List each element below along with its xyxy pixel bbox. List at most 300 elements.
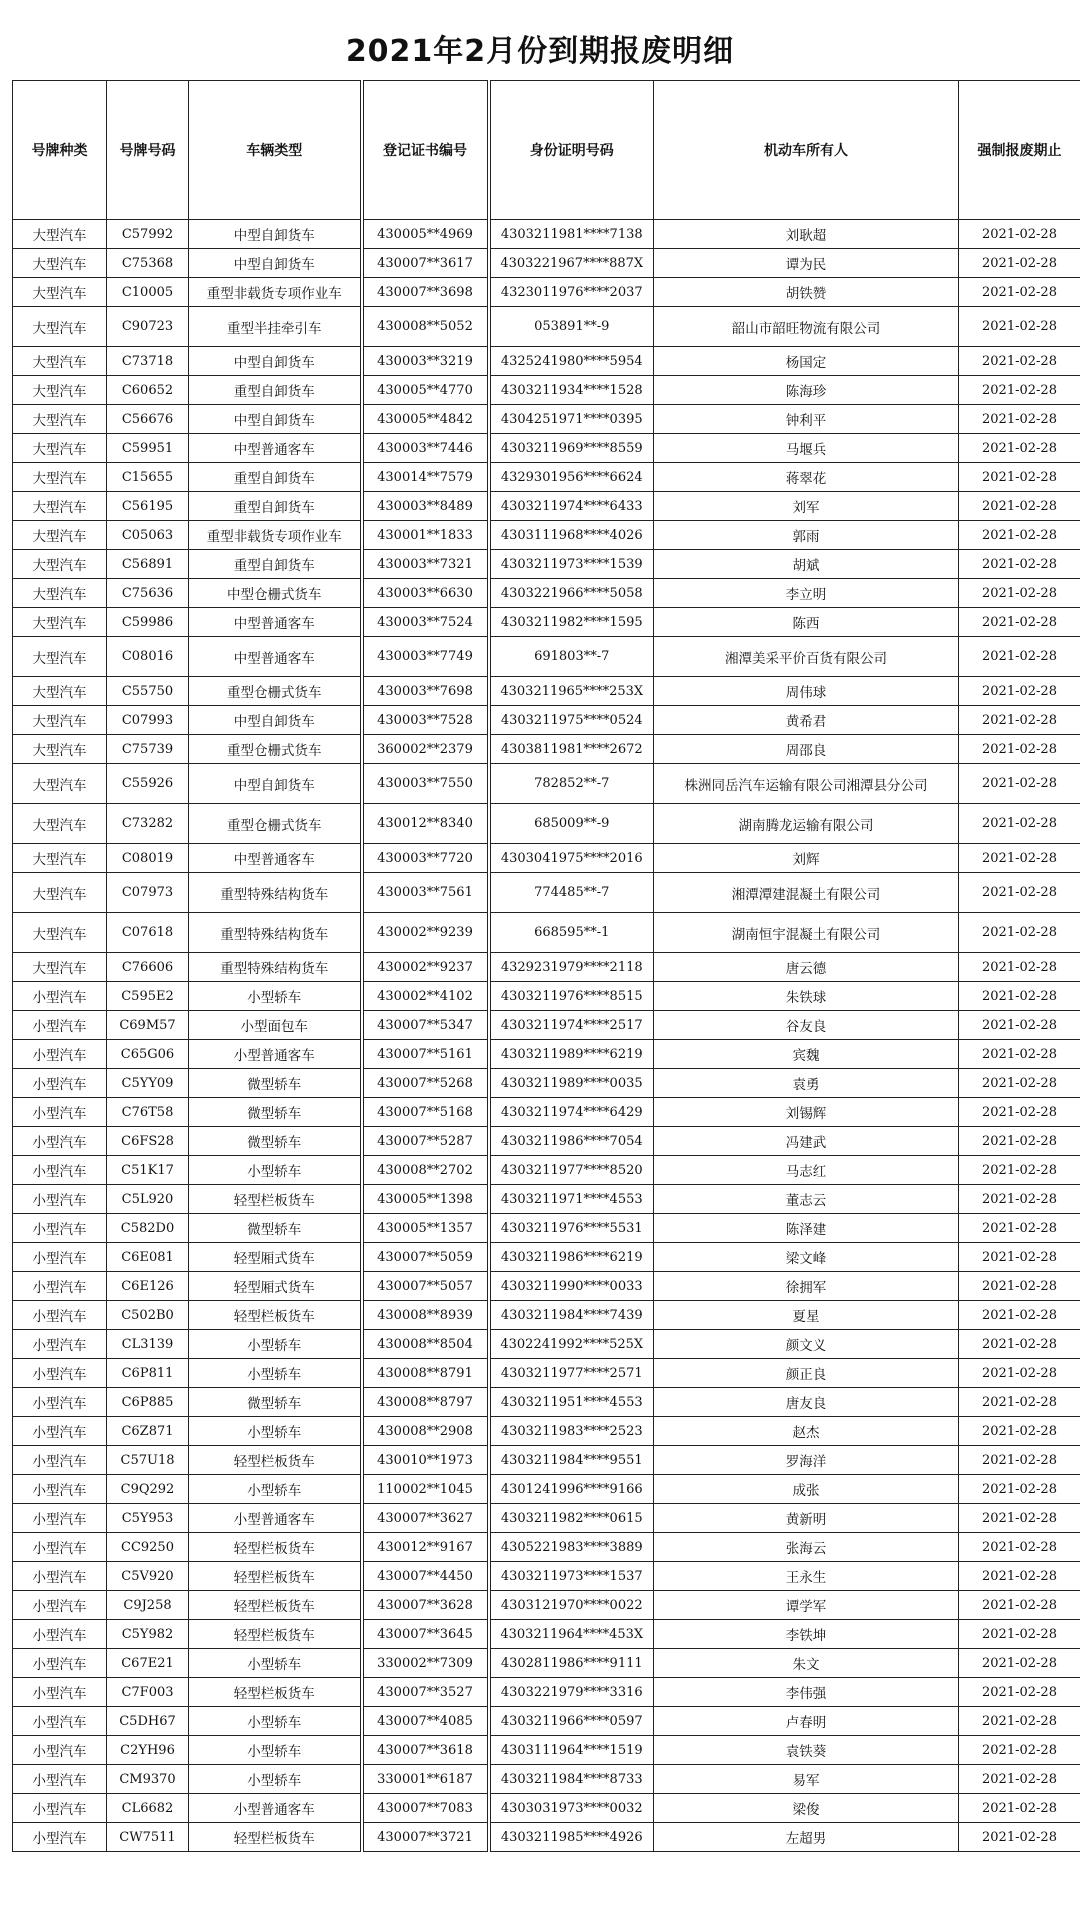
cell-vehicle-type: 中型普通客车 xyxy=(189,434,362,463)
cell-scrap-deadline: 2021-02-28 xyxy=(959,608,1080,637)
cell-id-number: 4303111964****1519 xyxy=(489,1736,654,1765)
table-row xyxy=(13,249,1080,278)
cell-vehicle-type: 轻型栏板货车 xyxy=(189,1446,362,1475)
cell-registration-no: 430007**3628 xyxy=(362,1591,489,1620)
cell-id-number: 4303211984****9551 xyxy=(489,1446,654,1475)
table-row xyxy=(13,1040,1080,1069)
table-row xyxy=(13,608,1080,637)
cell-id-number: 4303211989****6219 xyxy=(489,1040,654,1069)
cell-plate-number: CM9370 xyxy=(107,1765,189,1794)
table-row xyxy=(13,550,1080,579)
cell-scrap-deadline: 2021-02-28 xyxy=(959,463,1080,492)
cell-vehicle-type: 中型自卸货车 xyxy=(189,764,362,804)
table-row xyxy=(13,764,1080,804)
cell-id-number: 4303211964****453X xyxy=(489,1620,654,1649)
cell-id-number: 4323011976****2037 xyxy=(489,278,654,307)
cell-owner: 韶山市韶旺物流有限公司 xyxy=(654,307,959,347)
cell-plate-type: 小型汽车 xyxy=(13,1185,107,1214)
table-row xyxy=(13,1156,1080,1185)
cell-plate-type: 小型汽车 xyxy=(13,1069,107,1098)
cell-plate-number: C55750 xyxy=(107,677,189,706)
cell-registration-no: 110002**1045 xyxy=(362,1475,489,1504)
cell-plate-number: C7F003 xyxy=(107,1678,189,1707)
cell-owner: 成张 xyxy=(654,1475,959,1504)
cell-owner: 袁铁葵 xyxy=(654,1736,959,1765)
cell-plate-number: C59986 xyxy=(107,608,189,637)
cell-scrap-deadline: 2021-02-28 xyxy=(959,434,1080,463)
cell-registration-no: 430008**8791 xyxy=(362,1359,489,1388)
cell-owner: 周邵良 xyxy=(654,735,959,764)
cell-scrap-deadline: 2021-02-28 xyxy=(959,1678,1080,1707)
header-owner: 机动车所有人 xyxy=(654,81,959,220)
cell-registration-no: 430003**7321 xyxy=(362,550,489,579)
cell-plate-type: 小型汽车 xyxy=(13,1301,107,1330)
cell-id-number: 4303211975****0524 xyxy=(489,706,654,735)
cell-id-number: 4303041975****2016 xyxy=(489,844,654,873)
table-row xyxy=(13,1620,1080,1649)
cell-vehicle-type: 轻型栏板货车 xyxy=(189,1562,362,1591)
table-row xyxy=(13,1127,1080,1156)
cell-scrap-deadline: 2021-02-28 xyxy=(959,873,1080,913)
cell-plate-type: 大型汽车 xyxy=(13,913,107,953)
cell-scrap-deadline: 2021-02-28 xyxy=(959,637,1080,677)
cell-plate-number: C67E21 xyxy=(107,1649,189,1678)
cell-plate-type: 大型汽车 xyxy=(13,608,107,637)
table-row xyxy=(13,1098,1080,1127)
cell-plate-type: 小型汽车 xyxy=(13,1794,107,1823)
cell-plate-type: 小型汽车 xyxy=(13,1243,107,1272)
cell-owner: 刘军 xyxy=(654,492,959,521)
cell-registration-no: 430003**7720 xyxy=(362,844,489,873)
cell-id-number: 4303211977****2571 xyxy=(489,1359,654,1388)
table-row xyxy=(13,844,1080,873)
table-row xyxy=(13,492,1080,521)
cell-id-number: 4302811986****9111 xyxy=(489,1649,654,1678)
table-row xyxy=(13,278,1080,307)
cell-plate-type: 小型汽车 xyxy=(13,1011,107,1040)
cell-owner: 宾魏 xyxy=(654,1040,959,1069)
cell-scrap-deadline: 2021-02-28 xyxy=(959,1765,1080,1794)
cell-scrap-deadline: 2021-02-28 xyxy=(959,376,1080,405)
header-registration-no: 登记证书编号 xyxy=(362,81,489,220)
cell-plate-number: C60652 xyxy=(107,376,189,405)
cell-registration-no: 430007**5287 xyxy=(362,1127,489,1156)
table-row xyxy=(13,953,1080,982)
cell-id-number: 4303221966****5058 xyxy=(489,579,654,608)
cell-plate-number: C73282 xyxy=(107,804,189,844)
cell-id-number: 4303211981****7138 xyxy=(489,220,654,249)
cell-id-number: 053891**-9 xyxy=(489,307,654,347)
cell-owner: 刘锡辉 xyxy=(654,1098,959,1127)
cell-id-number: 4303211985****4926 xyxy=(489,1823,654,1852)
table-row xyxy=(13,1649,1080,1678)
cell-vehicle-type: 重型特殊结构货车 xyxy=(189,913,362,953)
table-body xyxy=(13,220,1080,1852)
cell-owner: 湖南腾龙运输有限公司 xyxy=(654,804,959,844)
cell-scrap-deadline: 2021-02-28 xyxy=(959,550,1080,579)
cell-id-number: 4303211976****8515 xyxy=(489,982,654,1011)
cell-scrap-deadline: 2021-02-28 xyxy=(959,1156,1080,1185)
table-row xyxy=(13,1475,1080,1504)
cell-plate-type: 大型汽车 xyxy=(13,405,107,434)
cell-plate-number: C05063 xyxy=(107,521,189,550)
cell-vehicle-type: 重型仓栅式货车 xyxy=(189,677,362,706)
cell-registration-no: 430002**9237 xyxy=(362,953,489,982)
cell-plate-type: 大型汽车 xyxy=(13,873,107,913)
cell-plate-type: 大型汽车 xyxy=(13,220,107,249)
cell-id-number: 4303211986****7054 xyxy=(489,1127,654,1156)
cell-plate-number: CL3139 xyxy=(107,1330,189,1359)
cell-id-number: 4303211969****8559 xyxy=(489,434,654,463)
cell-plate-number: C08019 xyxy=(107,844,189,873)
table-row xyxy=(13,376,1080,405)
cell-vehicle-type: 小型轿车 xyxy=(189,1475,362,1504)
cell-registration-no: 430010**1973 xyxy=(362,1446,489,1475)
cell-owner: 郭雨 xyxy=(654,521,959,550)
cell-owner: 张海云 xyxy=(654,1533,959,1562)
cell-registration-no: 430003**8489 xyxy=(362,492,489,521)
cell-scrap-deadline: 2021-02-28 xyxy=(959,1562,1080,1591)
cell-plate-number: C582D0 xyxy=(107,1214,189,1243)
table-row xyxy=(13,1794,1080,1823)
table-row xyxy=(13,347,1080,376)
cell-owner: 梁文峰 xyxy=(654,1243,959,1272)
cell-owner: 黄希君 xyxy=(654,706,959,735)
cell-id-number: 4303211984****7439 xyxy=(489,1301,654,1330)
cell-scrap-deadline: 2021-02-28 xyxy=(959,347,1080,376)
cell-id-number: 4303211973****1537 xyxy=(489,1562,654,1591)
cell-plate-number: C9J258 xyxy=(107,1591,189,1620)
cell-owner: 谷友良 xyxy=(654,1011,959,1040)
cell-id-number: 4303031973****0032 xyxy=(489,1794,654,1823)
header-vehicle-type: 车辆类型 xyxy=(189,81,362,220)
cell-registration-no: 430008**8504 xyxy=(362,1330,489,1359)
cell-registration-no: 430008**8797 xyxy=(362,1388,489,1417)
cell-id-number: 4303111968****4026 xyxy=(489,521,654,550)
header-id-number: 身份证明号码 xyxy=(489,81,654,220)
cell-plate-number: C51K17 xyxy=(107,1156,189,1185)
cell-plate-type: 大型汽车 xyxy=(13,579,107,608)
cell-plate-type: 大型汽车 xyxy=(13,706,107,735)
cell-vehicle-type: 中型自卸货车 xyxy=(189,347,362,376)
cell-plate-type: 大型汽车 xyxy=(13,492,107,521)
cell-plate-number: C5DH67 xyxy=(107,1707,189,1736)
cell-plate-number: C57992 xyxy=(107,220,189,249)
cell-plate-type: 小型汽车 xyxy=(13,1272,107,1301)
cell-plate-number: C9Q292 xyxy=(107,1475,189,1504)
table-row xyxy=(13,521,1080,550)
cell-owner: 杨国定 xyxy=(654,347,959,376)
cell-plate-type: 大型汽车 xyxy=(13,521,107,550)
cell-vehicle-type: 中型普通客车 xyxy=(189,844,362,873)
cell-vehicle-type: 小型轿车 xyxy=(189,1156,362,1185)
cell-vehicle-type: 微型轿车 xyxy=(189,1098,362,1127)
cell-owner: 朱文 xyxy=(654,1649,959,1678)
cell-registration-no: 430007**7083 xyxy=(362,1794,489,1823)
cell-owner: 易军 xyxy=(654,1765,959,1794)
cell-plate-type: 大型汽车 xyxy=(13,249,107,278)
cell-owner: 谭为民 xyxy=(654,249,959,278)
cell-plate-number: C56891 xyxy=(107,550,189,579)
cell-plate-number: C55926 xyxy=(107,764,189,804)
cell-id-number: 4303121970****0022 xyxy=(489,1591,654,1620)
cell-registration-no: 330002**7309 xyxy=(362,1649,489,1678)
table-row xyxy=(13,405,1080,434)
cell-vehicle-type: 重型半挂牵引车 xyxy=(189,307,362,347)
table-row xyxy=(13,1214,1080,1243)
cell-vehicle-type: 重型自卸货车 xyxy=(189,376,362,405)
cell-vehicle-type: 微型轿车 xyxy=(189,1214,362,1243)
cell-id-number: 4303211984****8733 xyxy=(489,1765,654,1794)
cell-id-number: 4303211990****0033 xyxy=(489,1272,654,1301)
cell-scrap-deadline: 2021-02-28 xyxy=(959,220,1080,249)
cell-owner: 卢春明 xyxy=(654,1707,959,1736)
table-row xyxy=(13,1562,1080,1591)
cell-owner: 左超男 xyxy=(654,1823,959,1852)
cell-vehicle-type: 重型自卸货车 xyxy=(189,492,362,521)
table-row xyxy=(13,735,1080,764)
table-row xyxy=(13,1446,1080,1475)
cell-id-number: 4303211974****2517 xyxy=(489,1011,654,1040)
table-row xyxy=(13,1388,1080,1417)
cell-registration-no: 430003**6630 xyxy=(362,579,489,608)
cell-scrap-deadline: 2021-02-28 xyxy=(959,1272,1080,1301)
table-row xyxy=(13,677,1080,706)
cell-id-number: 4301241996****9166 xyxy=(489,1475,654,1504)
cell-plate-type: 大型汽车 xyxy=(13,376,107,405)
cell-plate-number: C59951 xyxy=(107,434,189,463)
cell-owner: 株洲同岳汽车运输有限公司湘潭县分公司 xyxy=(654,764,959,804)
cell-scrap-deadline: 2021-02-28 xyxy=(959,1301,1080,1330)
cell-scrap-deadline: 2021-02-28 xyxy=(959,492,1080,521)
cell-registration-no: 430005**4770 xyxy=(362,376,489,405)
page-title: 2021年2月份到期报废明细 xyxy=(345,34,735,69)
cell-plate-type: 小型汽车 xyxy=(13,1504,107,1533)
cell-plate-type: 小型汽车 xyxy=(13,1562,107,1591)
cell-vehicle-type: 轻型厢式货车 xyxy=(189,1272,362,1301)
cell-scrap-deadline: 2021-02-28 xyxy=(959,804,1080,844)
scrap-details-table xyxy=(12,80,1080,1852)
cell-scrap-deadline: 2021-02-28 xyxy=(959,1069,1080,1098)
cell-plate-type: 大型汽车 xyxy=(13,347,107,376)
cell-plate-number: C07993 xyxy=(107,706,189,735)
cell-plate-type: 小型汽车 xyxy=(13,1475,107,1504)
cell-scrap-deadline: 2021-02-28 xyxy=(959,953,1080,982)
cell-id-number: 668595**-1 xyxy=(489,913,654,953)
cell-owner: 唐云德 xyxy=(654,953,959,982)
cell-id-number: 4303211982****1595 xyxy=(489,608,654,637)
cell-vehicle-type: 小型普通客车 xyxy=(189,1794,362,1823)
cell-plate-type: 小型汽车 xyxy=(13,1388,107,1417)
cell-registration-no: 430005**1357 xyxy=(362,1214,489,1243)
cell-vehicle-type: 中型自卸货车 xyxy=(189,405,362,434)
cell-vehicle-type: 重型仓栅式货车 xyxy=(189,804,362,844)
cell-plate-type: 小型汽车 xyxy=(13,1417,107,1446)
cell-plate-type: 小型汽车 xyxy=(13,1040,107,1069)
table-row xyxy=(13,706,1080,735)
cell-registration-no: 430008**2908 xyxy=(362,1417,489,1446)
cell-scrap-deadline: 2021-02-28 xyxy=(959,764,1080,804)
cell-scrap-deadline: 2021-02-28 xyxy=(959,579,1080,608)
cell-registration-no: 430007**5057 xyxy=(362,1272,489,1301)
cell-vehicle-type: 中型普通客车 xyxy=(189,637,362,677)
cell-scrap-deadline: 2021-02-28 xyxy=(959,1185,1080,1214)
cell-vehicle-type: 重型自卸货车 xyxy=(189,550,362,579)
cell-registration-no: 430005**1398 xyxy=(362,1185,489,1214)
cell-plate-type: 小型汽车 xyxy=(13,1359,107,1388)
cell-plate-number: C57U18 xyxy=(107,1446,189,1475)
cell-id-number: 4325241980****5954 xyxy=(489,347,654,376)
cell-plate-type: 小型汽车 xyxy=(13,1823,107,1852)
cell-id-number: 4303221979****3316 xyxy=(489,1678,654,1707)
cell-owner: 陈西 xyxy=(654,608,959,637)
cell-vehicle-type: 小型轿车 xyxy=(189,1417,362,1446)
table-row xyxy=(13,637,1080,677)
cell-scrap-deadline: 2021-02-28 xyxy=(959,844,1080,873)
cell-id-number: 4303211976****5531 xyxy=(489,1214,654,1243)
cell-registration-no: 430002**4102 xyxy=(362,982,489,1011)
cell-plate-type: 大型汽车 xyxy=(13,278,107,307)
table-row xyxy=(13,982,1080,1011)
table-row xyxy=(13,307,1080,347)
cell-plate-number: C76T58 xyxy=(107,1098,189,1127)
table-row xyxy=(13,1707,1080,1736)
cell-plate-type: 小型汽车 xyxy=(13,1678,107,1707)
cell-plate-type: 小型汽车 xyxy=(13,1533,107,1562)
cell-owner: 马志红 xyxy=(654,1156,959,1185)
cell-owner: 董志云 xyxy=(654,1185,959,1214)
table-row xyxy=(13,1533,1080,1562)
cell-registration-no: 430002**9239 xyxy=(362,913,489,953)
cell-plate-number: C75368 xyxy=(107,249,189,278)
header-plate-number: 号牌号码 xyxy=(107,81,189,220)
cell-vehicle-type: 轻型栏板货车 xyxy=(189,1678,362,1707)
cell-vehicle-type: 小型普通客车 xyxy=(189,1504,362,1533)
header-row xyxy=(13,81,1080,220)
cell-plate-number: C5Y953 xyxy=(107,1504,189,1533)
cell-registration-no: 430003**7550 xyxy=(362,764,489,804)
cell-registration-no: 430007**3627 xyxy=(362,1504,489,1533)
cell-vehicle-type: 小型轿车 xyxy=(189,1359,362,1388)
cell-registration-no: 430007**3698 xyxy=(362,278,489,307)
cell-owner: 李伟强 xyxy=(654,1678,959,1707)
cell-vehicle-type: 小型轿车 xyxy=(189,1707,362,1736)
cell-plate-number: C07618 xyxy=(107,913,189,953)
cell-id-number: 4303211977****8520 xyxy=(489,1156,654,1185)
cell-id-number: 4303211983****2523 xyxy=(489,1417,654,1446)
cell-owner: 湖南恒宇混凝土有限公司 xyxy=(654,913,959,953)
cell-registration-no: 430012**9167 xyxy=(362,1533,489,1562)
cell-vehicle-type: 轻型栏板货车 xyxy=(189,1185,362,1214)
cell-owner: 谭学军 xyxy=(654,1591,959,1620)
table-row xyxy=(13,1301,1080,1330)
cell-registration-no: 430007**3527 xyxy=(362,1678,489,1707)
table-row xyxy=(13,1069,1080,1098)
cell-registration-no: 430001**1833 xyxy=(362,521,489,550)
cell-plate-number: C6E126 xyxy=(107,1272,189,1301)
cell-plate-type: 大型汽车 xyxy=(13,677,107,706)
cell-plate-number: CL6682 xyxy=(107,1794,189,1823)
cell-registration-no: 430003**7749 xyxy=(362,637,489,677)
cell-plate-type: 大型汽车 xyxy=(13,844,107,873)
table-row xyxy=(13,913,1080,953)
cell-vehicle-type: 重型自卸货车 xyxy=(189,463,362,492)
cell-registration-no: 430003**7524 xyxy=(362,608,489,637)
cell-plate-number: CC9250 xyxy=(107,1533,189,1562)
cell-owner: 李铁坤 xyxy=(654,1620,959,1649)
cell-plate-number: C90723 xyxy=(107,307,189,347)
cell-owner: 颜文义 xyxy=(654,1330,959,1359)
cell-scrap-deadline: 2021-02-28 xyxy=(959,1823,1080,1852)
header-plate-type: 号牌种类 xyxy=(13,81,107,220)
cell-owner: 钟利平 xyxy=(654,405,959,434)
table-row xyxy=(13,873,1080,913)
cell-plate-number: C5L920 xyxy=(107,1185,189,1214)
cell-registration-no: 430007**5347 xyxy=(362,1011,489,1040)
cell-registration-no: 430007**3721 xyxy=(362,1823,489,1852)
cell-plate-type: 小型汽车 xyxy=(13,1127,107,1156)
cell-registration-no: 430007**5059 xyxy=(362,1243,489,1272)
cell-id-number: 4303211951****4553 xyxy=(489,1388,654,1417)
cell-vehicle-type: 小型轿车 xyxy=(189,982,362,1011)
cell-registration-no: 430007**4085 xyxy=(362,1707,489,1736)
cell-plate-number: C5Y982 xyxy=(107,1620,189,1649)
cell-plate-type: 大型汽车 xyxy=(13,307,107,347)
table-row xyxy=(13,463,1080,492)
cell-registration-no: 430008**2702 xyxy=(362,1156,489,1185)
cell-id-number: 691803**-7 xyxy=(489,637,654,677)
cell-plate-number: C07973 xyxy=(107,873,189,913)
table-row xyxy=(13,1678,1080,1707)
table-row xyxy=(13,1765,1080,1794)
cell-scrap-deadline: 2021-02-28 xyxy=(959,521,1080,550)
cell-scrap-deadline: 2021-02-28 xyxy=(959,1620,1080,1649)
cell-vehicle-type: 中型自卸货车 xyxy=(189,706,362,735)
cell-scrap-deadline: 2021-02-28 xyxy=(959,1736,1080,1765)
cell-plate-number: C502B0 xyxy=(107,1301,189,1330)
cell-owner: 梁俊 xyxy=(654,1794,959,1823)
cell-registration-no: 430003**7698 xyxy=(362,677,489,706)
cell-vehicle-type: 重型仓栅式货车 xyxy=(189,735,362,764)
cell-plate-type: 大型汽车 xyxy=(13,764,107,804)
cell-plate-type: 大型汽车 xyxy=(13,637,107,677)
cell-id-number: 4302241992****525X xyxy=(489,1330,654,1359)
cell-plate-type: 大型汽车 xyxy=(13,735,107,764)
cell-owner: 赵杰 xyxy=(654,1417,959,1446)
cell-scrap-deadline: 2021-02-28 xyxy=(959,1359,1080,1388)
cell-registration-no: 430007**5161 xyxy=(362,1040,489,1069)
table-row xyxy=(13,1591,1080,1620)
cell-scrap-deadline: 2021-02-28 xyxy=(959,1098,1080,1127)
cell-vehicle-type: 轻型栏板货车 xyxy=(189,1823,362,1852)
cell-id-number: 782852**-7 xyxy=(489,764,654,804)
cell-owner: 徐拥军 xyxy=(654,1272,959,1301)
cell-owner: 蒋翠花 xyxy=(654,463,959,492)
cell-id-number: 4303211973****1539 xyxy=(489,550,654,579)
cell-plate-number: C75739 xyxy=(107,735,189,764)
table-row xyxy=(13,1736,1080,1765)
cell-vehicle-type: 轻型厢式货车 xyxy=(189,1243,362,1272)
cell-id-number: 685009**-9 xyxy=(489,804,654,844)
cell-plate-number: CW7511 xyxy=(107,1823,189,1852)
cell-registration-no: 430007**3618 xyxy=(362,1736,489,1765)
cell-scrap-deadline: 2021-02-28 xyxy=(959,1794,1080,1823)
cell-id-number: 4303211965****253X xyxy=(489,677,654,706)
table-row xyxy=(13,1417,1080,1446)
cell-plate-number: C65G06 xyxy=(107,1040,189,1069)
cell-registration-no: 430005**4969 xyxy=(362,220,489,249)
cell-scrap-deadline: 2021-02-28 xyxy=(959,1446,1080,1475)
